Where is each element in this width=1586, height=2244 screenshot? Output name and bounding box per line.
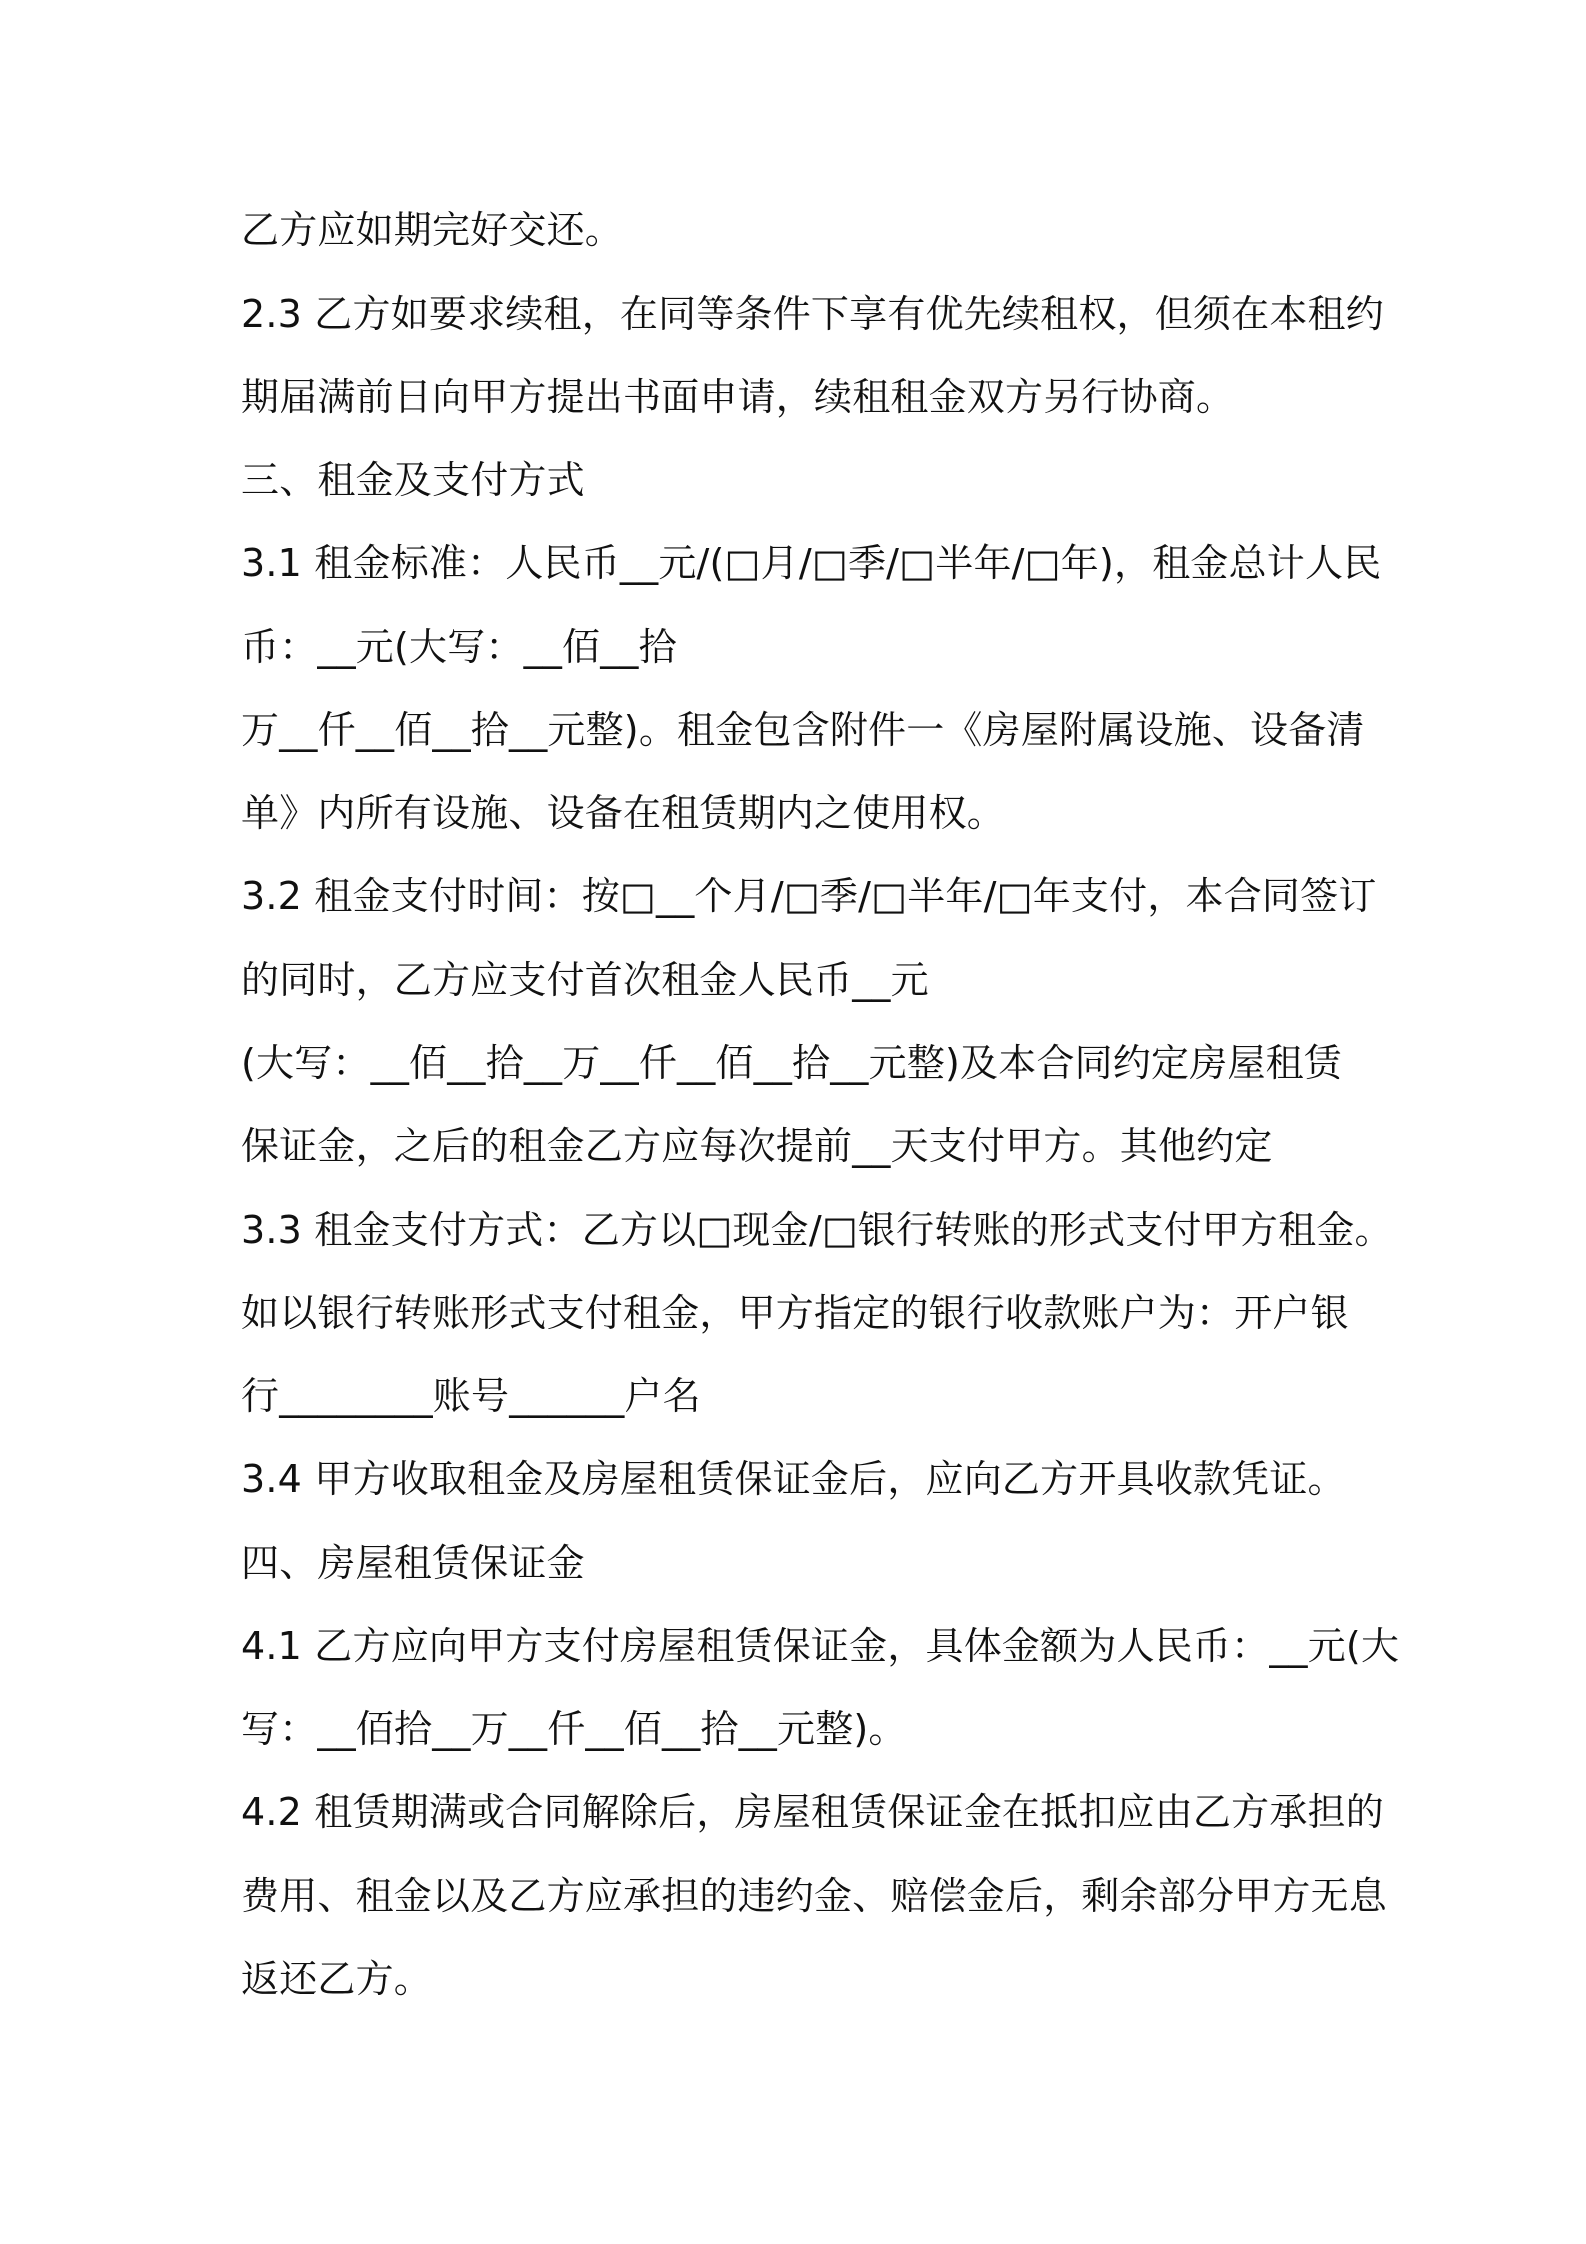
text-line: 写：__佰拾__万__仟__佰__拾__元整)。: [241, 1707, 907, 1751]
text-line: 的同时，乙方应支付首次租金人民币__元: [241, 958, 929, 1002]
text-line: 3.4 甲方收取租金及房屋租赁保证金后，应向乙方开具收款凭证。: [241, 1457, 1346, 1501]
text-line: 3.2 租金支付时间：按□__个月/□季/□半年/□年支付，本合同签订: [241, 874, 1377, 918]
text-line: 4.2 租赁期满或合同解除后，房屋租赁保证金在抵扣应由乙方承担的: [241, 1790, 1384, 1834]
text-line: 期届满前日向甲方提出书面申请，续租租金双方另行协商。: [241, 375, 1235, 419]
text-line: 3.3 租金支付方式：乙方以□现金/□银行转账的形式支付甲方租金。: [241, 1208, 1393, 1252]
text-line: 3.1 租金标准：人民币__元/(□月/□季/□半年/□年)，租金总计人民: [241, 541, 1382, 585]
text-line: 行________账号______户名: [241, 1374, 701, 1418]
text-line: 币：__元(大写：__佰__拾: [241, 625, 677, 669]
text-line: 乙方应如期完好交还。: [241, 208, 624, 252]
text-line: 费用、租金以及乙方应承担的违约金、赔偿金后，剩余部分甲方无息: [241, 1874, 1388, 1918]
section-heading: 三、租金及支付方式: [241, 458, 585, 502]
text-line: 2.3 乙方如要求续租，在同等条件下享有优先续租权，但须在本租约: [241, 292, 1384, 336]
text-line: (大写：__佰__拾__万__仟__佰__拾__元整)及本合同约定房屋租赁: [241, 1041, 1343, 1085]
text-line: 保证金，之后的租金乙方应每次提前__天支付甲方。其他约定: [241, 1124, 1273, 1168]
text-line: 返还乙方。: [241, 1957, 433, 2001]
section-heading: 四、房屋租赁保证金: [241, 1541, 585, 1585]
text-line: 如以银行转账形式支付租金，甲方指定的银行收款账户为：开户银: [241, 1291, 1349, 1335]
text-line: 单》内所有设施、设备在租赁期内之使用权。: [241, 791, 1006, 835]
text-line: 万__仟__佰__拾__元整)。租金包含附件一《房屋附属设施、设备清: [241, 708, 1365, 752]
text-line: 4.1 乙方应向甲方支付房屋租赁保证金，具体金额为人民币：__元(大: [241, 1624, 1400, 1668]
